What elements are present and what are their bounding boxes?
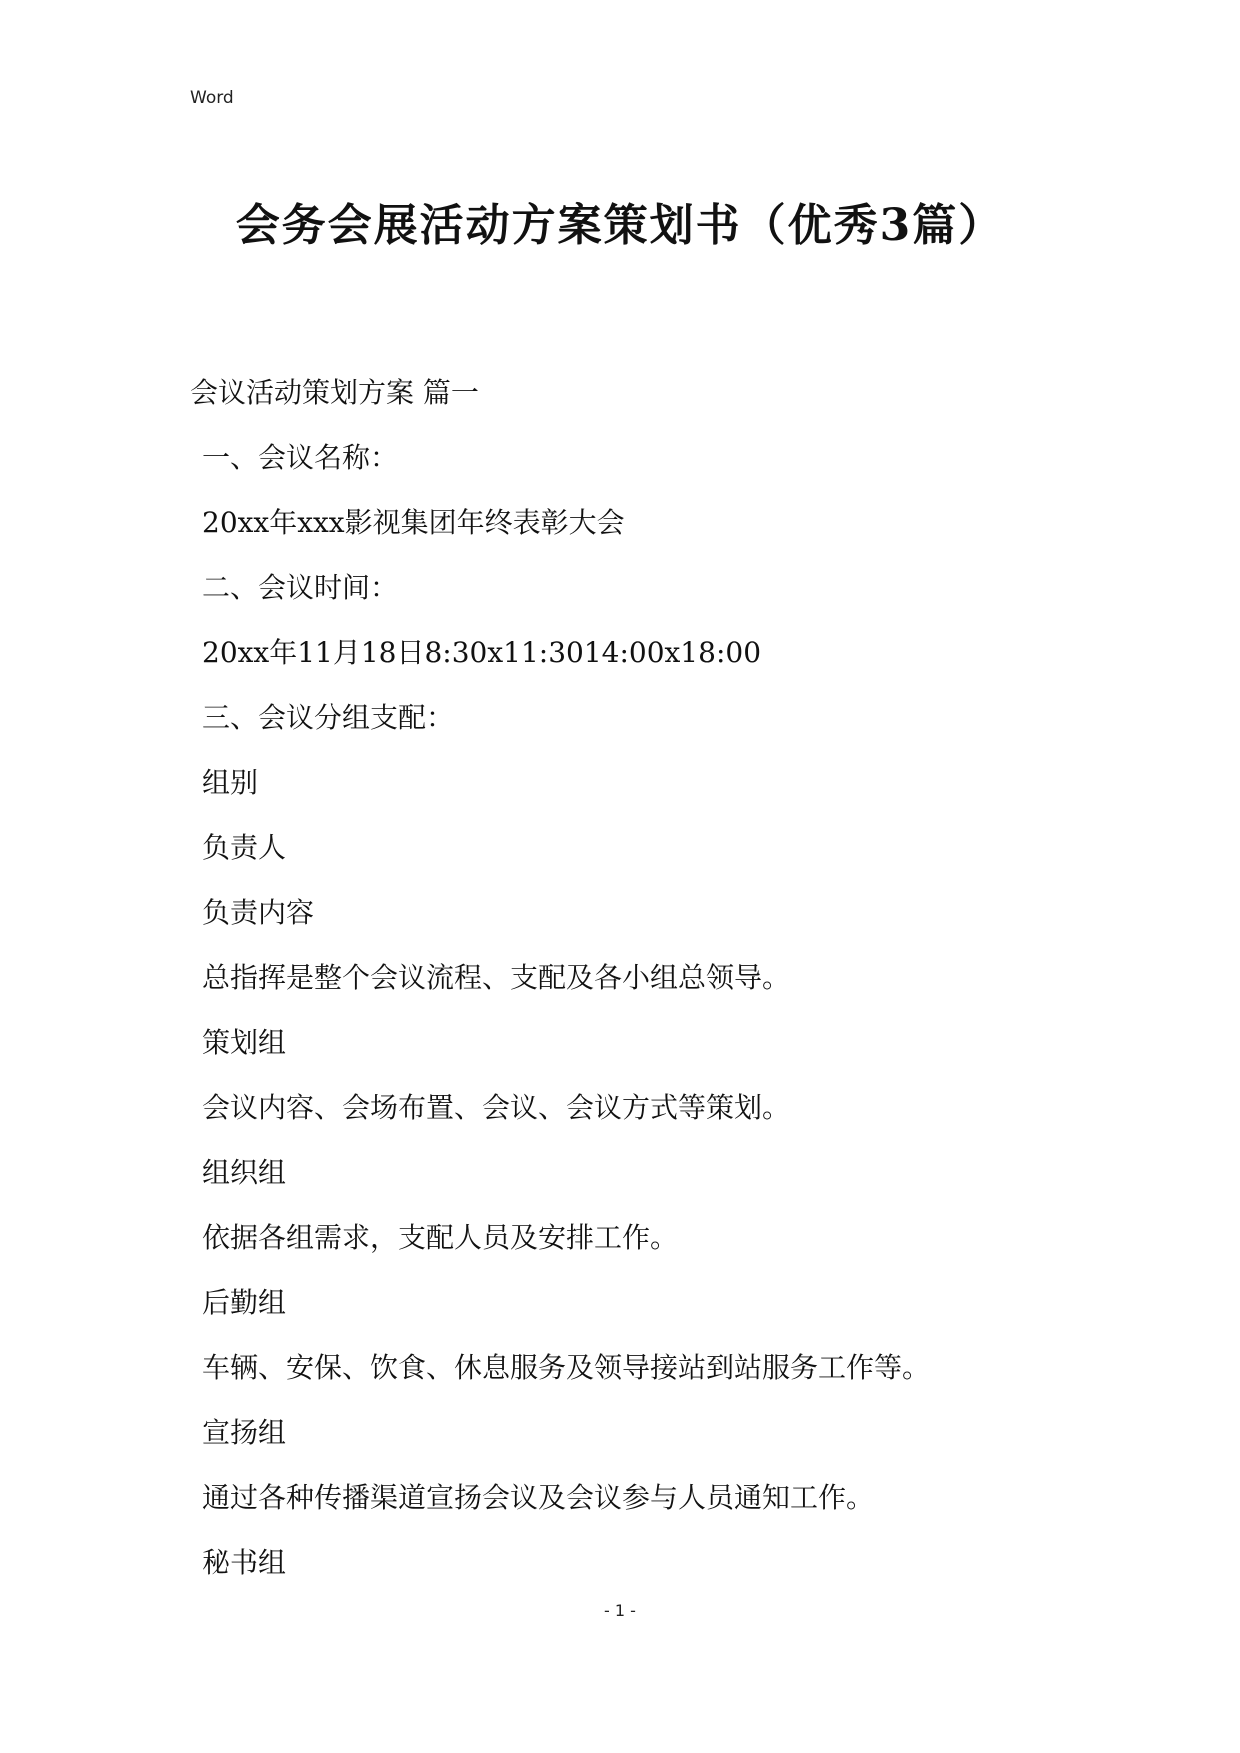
paragraph: 后勤组	[202, 1286, 287, 1319]
paragraph: 20xx年xxx影视集团年终表彰大会	[202, 506, 625, 539]
paragraph: 负责内容	[202, 896, 315, 929]
paragraph: 三、会议分组支配：	[202, 701, 455, 734]
paragraph: 秘书组	[202, 1546, 287, 1579]
section-heading: 会议活动策划方案 篇一	[190, 376, 479, 409]
paragraph: 通过各种传播渠道宣扬会议及会议参与人员通知工作。	[202, 1481, 875, 1514]
paragraph: 一、会议名称：	[202, 441, 399, 474]
header-label: Word	[190, 88, 234, 108]
paragraph: 组织组	[202, 1156, 287, 1189]
paragraph: 组别	[202, 766, 259, 799]
paragraph: 负责人	[202, 831, 287, 864]
page-number: - 1 -	[604, 1601, 636, 1620]
paragraph: 总指挥是整个会议流程、支配及各小组总领导。	[202, 961, 791, 994]
paragraph: 宣扬组	[202, 1416, 287, 1449]
paragraph: 会议内容、会场布置、会议、会议方式等策划。	[202, 1091, 791, 1124]
document-title: 会务会展活动方案策划书（优秀3篇）	[235, 200, 1005, 251]
paragraph: 策划组	[202, 1026, 287, 1059]
paragraph: 二、会议时间：	[202, 571, 399, 604]
paragraph: 车辆、安保、饮食、休息服务及领导接站到站服务工作等。	[202, 1351, 931, 1384]
paragraph: 20xx年11月18日8:30x11:3014:00x18:00	[202, 636, 762, 669]
paragraph: 依据各组需求，支配人员及安排工作。	[202, 1221, 679, 1254]
